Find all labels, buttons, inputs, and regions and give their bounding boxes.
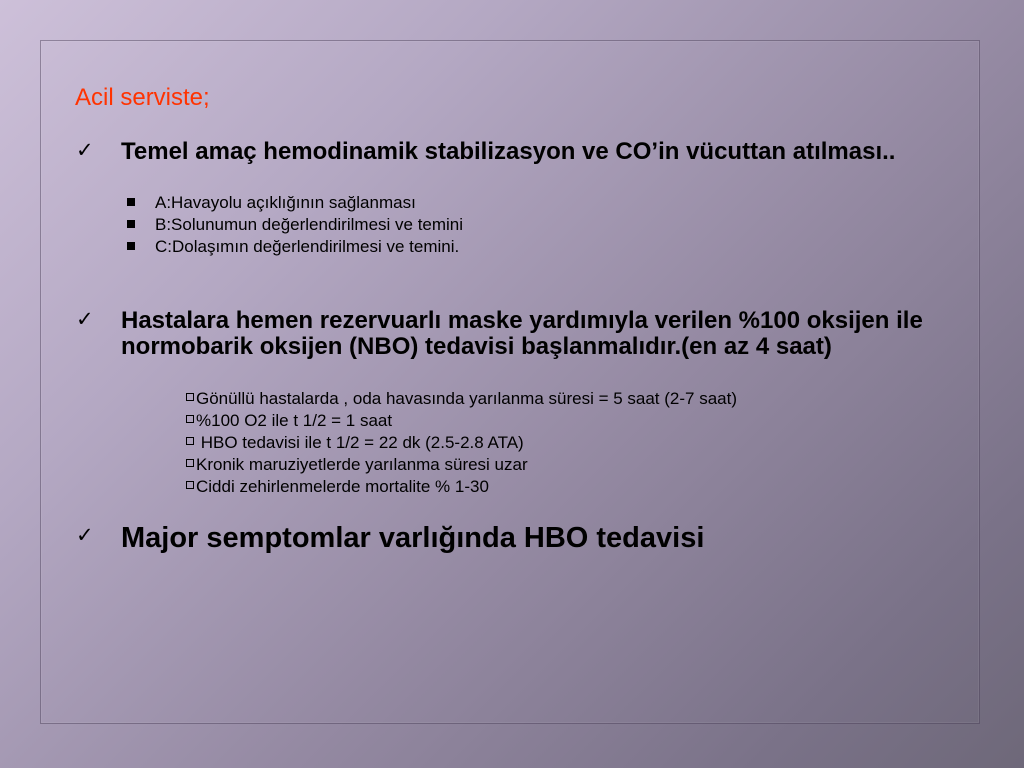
square-bullet-icon bbox=[127, 220, 135, 228]
square-bullet-icon bbox=[127, 242, 135, 250]
sub-item bbox=[125, 192, 463, 214]
checkmark-icon: ✓ bbox=[76, 308, 94, 331]
square-bullet-icon bbox=[127, 198, 135, 206]
sub-item bbox=[125, 236, 463, 258]
hollow-square-bullet-icon bbox=[186, 481, 194, 489]
hollow-square-bullet-icon bbox=[186, 437, 194, 445]
sub-item-text: Ciddi zehirlenmelerde mortalite % 1-30 bbox=[196, 477, 489, 496]
checkmark-icon: ✓ bbox=[76, 524, 94, 547]
sub-item-text: %100 O2 ile t 1/2 = 1 saat bbox=[196, 411, 393, 430]
sub-item bbox=[186, 432, 737, 454]
main-point-3: Major semptomlar varlığında HBO tedavisi bbox=[121, 522, 705, 554]
sub-item-text: A:Havayolu açıklığının sağlanması bbox=[155, 193, 416, 212]
hollow-square-bullet-icon bbox=[186, 393, 194, 401]
hollow-square-bullet-icon bbox=[186, 459, 194, 467]
sub-item bbox=[186, 476, 737, 498]
slide-heading: Acil serviste; bbox=[75, 84, 210, 111]
sub-list-2 bbox=[186, 388, 737, 498]
sub-item bbox=[186, 388, 737, 410]
sub-item-text: HBO tedavisi ile t 1/2 = 22 dk (2.5-2.8 ATA) bbox=[196, 433, 524, 452]
sub-item bbox=[125, 214, 463, 236]
sub-list-1 bbox=[125, 192, 463, 258]
checkmark-icon: ✓ bbox=[76, 139, 94, 162]
hollow-square-bullet-icon bbox=[186, 415, 194, 423]
sub-item bbox=[186, 454, 737, 476]
sub-item bbox=[186, 410, 737, 432]
main-point-2: Hastalara hemen rezervuarlı maske yardımıyla verilen %100 oksijen ile normobarik oksijen (NBO) tedavisi başlanmalıdır.(en az 4 saat) bbox=[121, 307, 923, 360]
sub-item-text: C:Dolaşımın değerlendirilmesi ve temini. bbox=[155, 237, 460, 256]
main-point-1: Temel amaç hemodinamik stabilizasyon ve CO’in vücuttan atılması.. bbox=[121, 138, 896, 165]
sub-item-text: Gönüllü hastalarda , oda havasında yarılanma süresi = 5 saat (2-7 saat) bbox=[196, 389, 738, 408]
sub-item-text: B:Solunumun değerlendirilmesi ve temini bbox=[155, 215, 464, 234]
sub-item-text: Kronik maruziyetlerde yarılanma süresi uzar bbox=[196, 455, 528, 474]
